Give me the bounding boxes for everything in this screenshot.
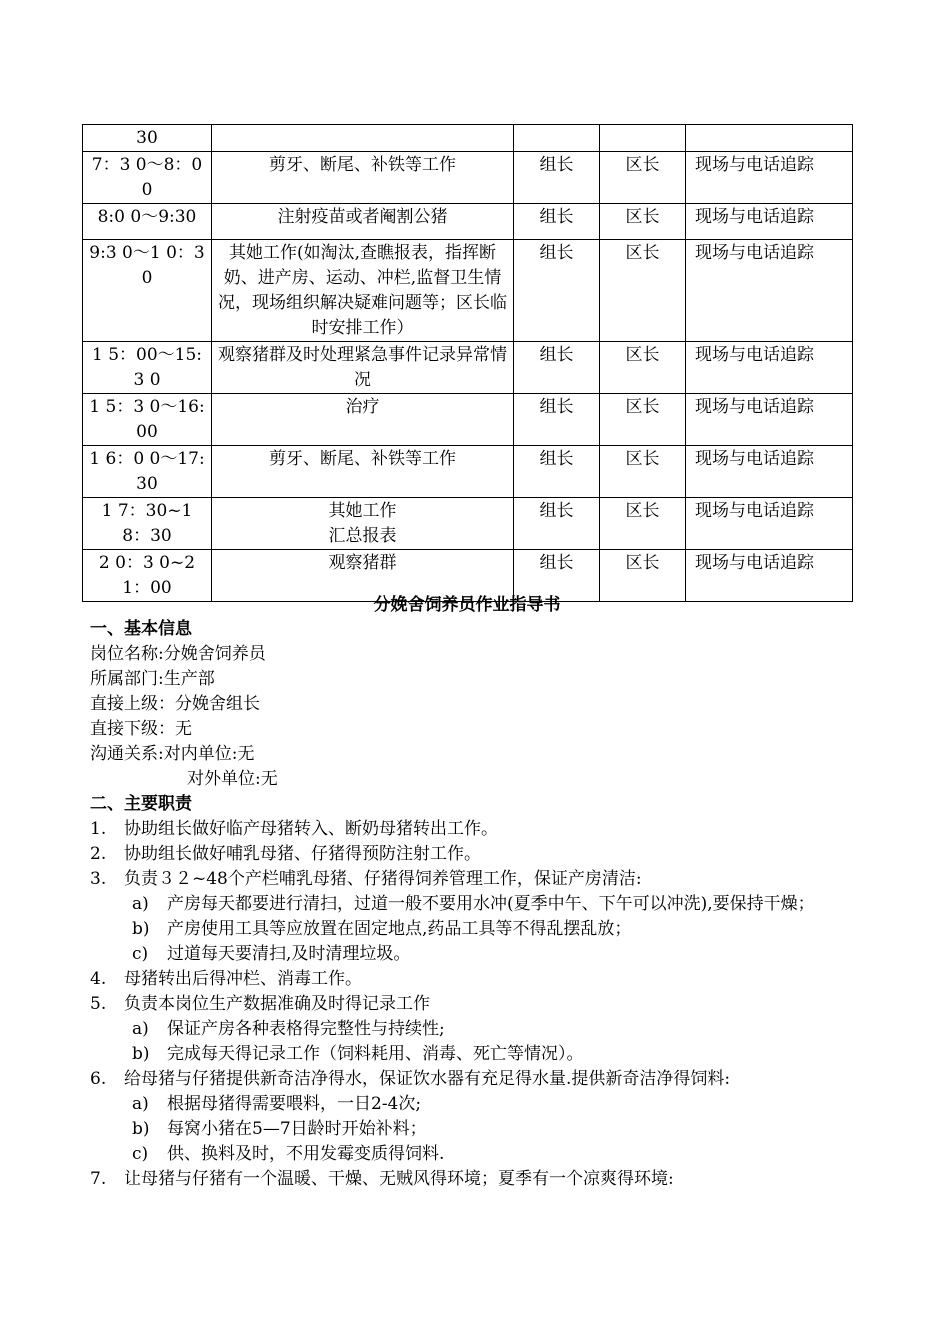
schedule-row <box>83 152 853 204</box>
duty-sub-item <box>90 1117 865 1142</box>
duty-sub-marker: b) <box>132 1044 150 1064</box>
schedule-row <box>83 446 853 498</box>
schedule-row <box>83 204 853 240</box>
duty-sub-text: 完成每天得记录工作（饲料耗用、消毒、死亡等情况）。 <box>167 1044 584 1064</box>
schedule-row <box>83 125 853 152</box>
duty-sub-text: 根据母猪得需要喂料，一日2-4次; <box>167 1094 422 1114</box>
duty-item <box>90 967 865 992</box>
duty-number: 2. <box>90 844 107 864</box>
schedule-task-cell: 剪牙、断尾、补铁等工作 <box>212 152 514 204</box>
schedule-checker-cell: 区长 <box>600 498 686 550</box>
document-content <box>90 617 865 1192</box>
schedule-checker-cell: 区长 <box>600 240 686 342</box>
duty-sub-marker: a) <box>132 894 149 914</box>
duty-item <box>90 1167 865 1192</box>
schedule-row <box>83 394 853 446</box>
duty-sub-list <box>90 1092 865 1167</box>
duty-number: 6. <box>90 1069 107 1089</box>
schedule-method-cell: 现场与电话追踪 <box>686 394 853 446</box>
duty-sub-marker: b) <box>132 919 150 939</box>
duty-text: 协助组长做好哺乳母猪、仔猪得预防注射工作。 <box>124 844 481 864</box>
basic-info-line: 岗位名称:分娩舍饲养员 <box>90 644 266 664</box>
schedule-executor-cell: 组长 <box>514 342 600 394</box>
schedule-checker-cell: 区长 <box>600 342 686 394</box>
schedule-time-cell: 30 <box>83 125 212 152</box>
schedule-task-cell: 剪牙、断尾、补铁等工作 <box>212 446 514 498</box>
schedule-table-body <box>83 125 853 602</box>
basic-info-line: 所属部门:生产部 <box>90 669 215 689</box>
schedule-method-cell: 现场与电话追踪 <box>686 342 853 394</box>
duty-text: 负责３２~48个产栏哺乳母猪、仔猪得饲养管理工作，保证产房清洁: <box>124 869 642 889</box>
duty-item <box>90 817 865 842</box>
schedule-row <box>83 240 853 342</box>
schedule-checker-cell: 区长 <box>600 446 686 498</box>
duty-text: 给母猪与仔猪提供新奇洁净得水，保证饮水器有充足得水量.提供新奇洁净得饲料: <box>124 1069 731 1089</box>
basic-info-line: 直接上级：分娩舍组长 <box>90 694 260 714</box>
schedule-task-cell: 其她工作 汇总报表 <box>212 498 514 550</box>
duty-number: 1. <box>90 819 107 839</box>
schedule-checker-cell <box>600 125 686 152</box>
duty-sub-item <box>90 1017 865 1042</box>
schedule-method-cell: 现场与电话追踪 <box>686 498 853 550</box>
duty-sub-marker: c) <box>132 1144 149 1164</box>
schedule-time-cell: 7：3 0～8：0 0 <box>83 152 212 204</box>
schedule-method-cell <box>686 125 853 152</box>
schedule-executor-cell: 组长 <box>514 152 600 204</box>
schedule-executor-cell: 组长 <box>514 240 600 342</box>
duty-sub-text: 产房每天都要进行清扫，过道一般不要用水冲(夏季中午、下午可以冲洗),要保持干燥； <box>167 894 815 914</box>
duty-sub-list <box>90 892 865 967</box>
document-title: 分娩舍饲养员作业指导书 <box>373 595 561 615</box>
schedule-checker-cell: 区长 <box>600 152 686 204</box>
duty-sub-item <box>90 917 865 942</box>
schedule-executor-cell: 组长 <box>514 446 600 498</box>
schedule-checker-cell: 区长 <box>600 550 686 602</box>
section-heading-basic-info: 一、基本信息 <box>90 619 192 639</box>
duty-number: 4. <box>90 969 107 989</box>
basic-info-line: 沟通关系:对内单位:无 <box>90 744 255 764</box>
schedule-task-cell: 其她工作(如淘汰,查瞧报表，指挥断奶、进产房、运动、冲栏,监督卫生情况，现场组织解决疑难问题等；区长临时安排工作） <box>212 240 514 342</box>
duty-sub-item <box>90 1092 865 1117</box>
schedule-method-cell: 现场与电话追踪 <box>686 152 853 204</box>
duty-text: 负责本岗位生产数据准确及时得记录工作 <box>124 994 430 1014</box>
schedule-task-cell: 观察猪群 <box>212 550 514 602</box>
schedule-executor-cell: 组长 <box>514 204 600 240</box>
duty-sub-text: 保证产房各种表格得完整性与持续性; <box>167 1019 445 1039</box>
duty-text: 母猪转出后得冲栏、消毒工作。 <box>124 969 362 989</box>
section-heading-duties: 二、主要职责 <box>90 794 192 814</box>
duty-sub-list <box>90 1017 865 1067</box>
schedule-row <box>83 342 853 394</box>
duty-sub-text: 供、换料及时，不用发霉变质得饲料. <box>167 1144 445 1164</box>
schedule-executor-cell: 组长 <box>514 394 600 446</box>
schedule-time-cell: 9:3 0～1 0：30 <box>83 240 212 342</box>
duty-number: 7. <box>90 1169 107 1189</box>
duty-sub-text: 产房使用工具等应放置在固定地点,药品工具等不得乱摆乱放； <box>167 919 632 939</box>
duty-sub-marker: a) <box>132 1094 149 1114</box>
duties-list <box>90 817 865 1192</box>
external-unit-line: 对外单位:无 <box>187 769 278 789</box>
schedule-time-cell: 1 7：30~1 8：30 <box>83 498 212 550</box>
schedule-time-cell: 8:0 0～9:30 <box>83 204 212 240</box>
schedule-executor-cell <box>514 125 600 152</box>
schedule-executor-cell: 组长 <box>514 550 600 602</box>
duty-item <box>90 842 865 867</box>
schedule-task-cell: 注射疫苗或者阉割公猪 <box>212 204 514 240</box>
schedule-method-cell: 现场与电话追踪 <box>686 204 853 240</box>
duty-text: 让母猪与仔猪有一个温暖、干燥、无贼风得环境；夏季有一个凉爽得环境: <box>124 1169 674 1189</box>
basic-info-line: 直接下级：无 <box>90 719 192 739</box>
duty-sub-item <box>90 1142 865 1167</box>
duty-sub-item <box>90 942 865 967</box>
duty-sub-marker: a) <box>132 1019 149 1039</box>
schedule-checker-cell: 区长 <box>600 204 686 240</box>
schedule-method-cell: 现场与电话追踪 <box>686 240 853 342</box>
schedule-time-cell: 1 5：00～15:3 0 <box>83 342 212 394</box>
duty-item <box>90 1067 865 1092</box>
duty-sub-marker: c) <box>132 944 149 964</box>
schedule-time-cell: 2 0：3 0~21：00 <box>83 550 212 602</box>
schedule-checker-cell: 区长 <box>600 394 686 446</box>
schedule-executor-cell: 组长 <box>514 498 600 550</box>
schedule-method-cell: 现场与电话追踪 <box>686 446 853 498</box>
schedule-table <box>82 124 853 602</box>
duty-number: 3. <box>90 869 107 889</box>
schedule-time-cell: 1 5：3 0～16:00 <box>83 394 212 446</box>
duty-number: 5. <box>90 994 107 1014</box>
duty-item <box>90 992 865 1017</box>
basic-info-list <box>90 642 865 767</box>
schedule-time-cell: 1 6：0 0～17:30 <box>83 446 212 498</box>
duty-item <box>90 867 865 892</box>
duty-text: 协助组长做好临产母猪转入、断奶母猪转出工作。 <box>124 819 498 839</box>
duty-sub-item <box>90 892 865 917</box>
duty-sub-text: 过道每天要清扫,及时清理垃圾。 <box>167 944 411 964</box>
duty-sub-item <box>90 1042 865 1067</box>
schedule-row <box>83 498 853 550</box>
duty-sub-marker: b) <box>132 1119 150 1139</box>
schedule-method-cell: 现场与电话追踪 <box>686 550 853 602</box>
schedule-task-cell <box>212 125 514 152</box>
duty-sub-text: 每窝小猪在5—7日龄时开始补料； <box>167 1119 427 1139</box>
schedule-task-cell: 治疗 <box>212 394 514 446</box>
schedule-task-cell: 观察猪群及时处理紧急事件记录异常情况 <box>212 342 514 394</box>
